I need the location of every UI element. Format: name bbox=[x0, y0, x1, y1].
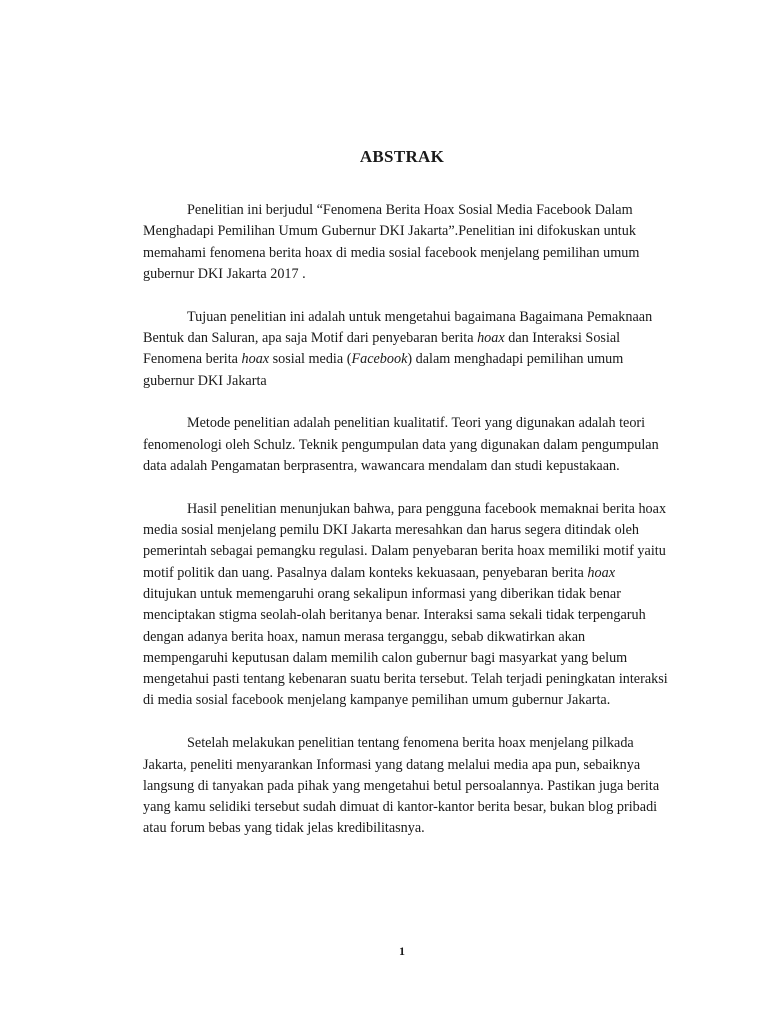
paragraph-3 bbox=[143, 413, 668, 477]
page-title: ABSTRAK bbox=[359, 147, 445, 166]
italic-term: hoax bbox=[241, 351, 270, 368]
text-run: Tujuan penelitian ini adalah untuk mengetahui bagaimana Bagaimana Pemaknaan Bentuk dan Saluran, apa saja Motif dari penyebaran berita bbox=[143, 308, 653, 346]
text-run: ditujukan untuk memengaruhi orang sekalipun informasi yang diberikan tidak benar menciptakan stigma seolah-olah beritanya benar. Interaksi sama sekali tidak terpengaruh dengan adanya berita hoax, namun merasa terganggu, sebab dikwatirkan akan mempengaruhi keputusan dalam memilih calon gubernur bagi masyarkat yang belum mengetahui pasti tentang kebenaran suatu berita tersebut. Telah terjadi peningkatan interaksi di media sosial facebook menjelang kampanye pemilihan umum gubernur Jakarta. bbox=[143, 585, 668, 709]
paragraph-1 bbox=[143, 200, 668, 285]
italic-term: Facebook bbox=[351, 351, 408, 368]
text-run: ) dalam menghadapi pemilihan umum gubernur DKI Jakarta bbox=[143, 351, 624, 389]
italic-term: hoax bbox=[477, 329, 505, 346]
text-run: Metode penelitian adalah penelitian kualitatif. Teori yang digunakan adalah teori fenomenologi oleh Schulz. Teknik pengumpulan data yang digunakan dalam pengumpulan data adalah Pengamatan berprasentra, wawancara mendalam dan studi kepustakaan. bbox=[143, 415, 659, 474]
italic-term: hoax bbox=[587, 564, 615, 581]
abstract-body bbox=[143, 200, 668, 861]
page-number: 1 bbox=[399, 944, 405, 958]
paragraph-5 bbox=[143, 733, 668, 839]
text-run: Penelitian ini berjudul “Fenomena Berita Hoax Sosial Media Facebook Dalam Menghadapi Pemilihan Umum Gubernur DKI Jakarta”.Penelitian ini difokuskan untuk memahami fenomena berita hoax di media sosial facebook menjelang pemilihan umum gubernur DKI Jakarta 2017 . bbox=[143, 202, 640, 282]
text-run: Hasil penelitian menunjukan bahwa, para pengguna facebook memaknai berita hoax media sosial menjelang pemilu DKI Jakarta meresahkan dan harus segera ditindak oleh pemerintah sebagai pemangku regulasi. Dalam penyebaran berita hoax memiliki motif yaitu motif politik dan uang. Pasalnya dalam konteks kekuasaan, penyebaran berita bbox=[143, 500, 667, 581]
paragraph-4 bbox=[143, 499, 668, 712]
text-run: sosial media ( bbox=[269, 351, 352, 368]
text-run: dan Interaksi Sosial Fenomena berita bbox=[143, 329, 621, 368]
text-run: Setelah melakukan penelitian tentang fenomena berita hoax menjelang pilkada Jakarta, peneliti menyarankan Informasi yang datang melalui media apa pun, sebaiknya langsung di tanyakan pada pihak yang mengetahui betul persoalannya. Pastikan juga berita yang kamu selidiki tersebut sudah dimuat di kantor-kantor berita besar, bukan blog pribadi atau forum bebas yang tidak jelas kredibilitasnya. bbox=[143, 735, 660, 837]
paragraph-2 bbox=[143, 307, 668, 392]
